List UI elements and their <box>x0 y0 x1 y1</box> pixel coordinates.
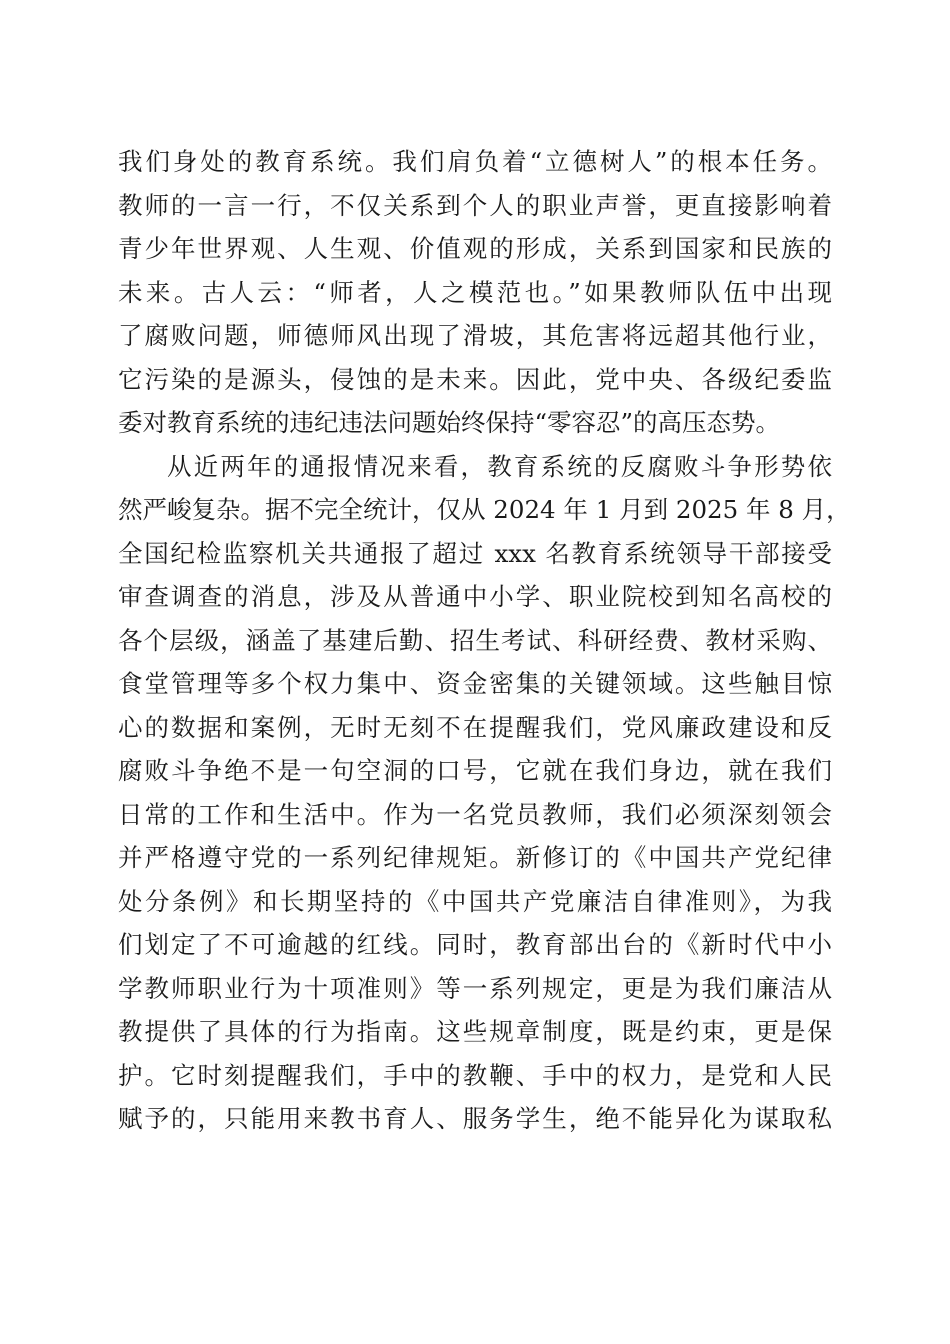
text-line: 食堂管理等多个权力集中、资金密集的关键领域。这些触目惊 <box>118 669 832 698</box>
text-line: 各个层级，涵盖了基建后勤、招生考试、科研经费、教材采购、 <box>118 625 832 655</box>
text-line: 日常的工作和生活中。作为一名党员教师，我们必须深刻领会 <box>118 799 832 829</box>
paragraph-1 <box>118 140 832 445</box>
text-line: 青少年世界观、人生观、价值观的形成，关系到国家和民族的 <box>118 234 832 263</box>
text-line: 学教师职业行为十项准则》等一系列规定，更是为我们廉洁从 <box>118 973 832 1003</box>
paragraph-2 <box>118 445 851 1185</box>
text-line: 我们身处的教育系统。我们肩负着“立德树人”的根本任务。 <box>118 147 832 176</box>
text-line: 心的数据和案例，无时无刻不在提醒我们，党风廉政建设和反 <box>118 712 832 742</box>
text-line: 腐败斗争绝不是一句空洞的口号，它就在我们身边，就在我们 <box>118 756 832 785</box>
text-line <box>118 1141 832 1185</box>
text-line: 从近两年的通报情况来看，教育系统的反腐败斗争形势依 <box>167 451 832 481</box>
text-line: 护。它时刻提醒我们，手中的教鞭、手中的权力，是党和人民 <box>118 1060 832 1090</box>
text-line: 赋予的，只能用来教书育人、服务学生，绝不能异化为谋取私 <box>118 1104 832 1133</box>
text-line: 审查调查的消息，涉及从普通中小学、职业院校到知名高校的 <box>118 582 832 611</box>
text-line: 它污染的是源头，侵蚀的是未来。因此，党中央、各级纪委监 <box>118 364 832 394</box>
text-line: 教提供了具体的行为指南。这些规章制度，既是约束，更是保 <box>118 1017 832 1046</box>
text-line: 们划定了不可逾越的红线。同时，教育部出台的《新时代中小 <box>118 930 832 959</box>
text-line: 全国纪检监察机关共通报了超过 xxx 名教育系统领导干部接受 <box>118 538 832 568</box>
text-line: 教师的一言一行，不仅关系到个人的职业声誉，更直接影响着 <box>118 190 832 220</box>
text-line: 并严格遵守党的一系列纪律规矩。新修订的《中国共产党纪律 <box>118 843 832 872</box>
text-line: 未来。古人云：“师者，人之模范也。”如果教师队伍中出现 <box>118 277 832 307</box>
body-text <box>118 140 851 1184</box>
text-line: 了腐败问题，师德师风出现了滑坡，其危害将远超其他行业， <box>118 321 832 350</box>
text-line: 委对教育系统的违纪违法问题始终保持“零容忍”的高压态势。 <box>118 408 781 437</box>
text-line: 然严峻复杂。据不完全统计，仅从 2024 年 1 月到 2025 年 8 月， <box>118 495 851 524</box>
text-line: 处分条例》和长期坚持的《中国共产党廉洁自律准则》，为我 <box>118 886 832 916</box>
